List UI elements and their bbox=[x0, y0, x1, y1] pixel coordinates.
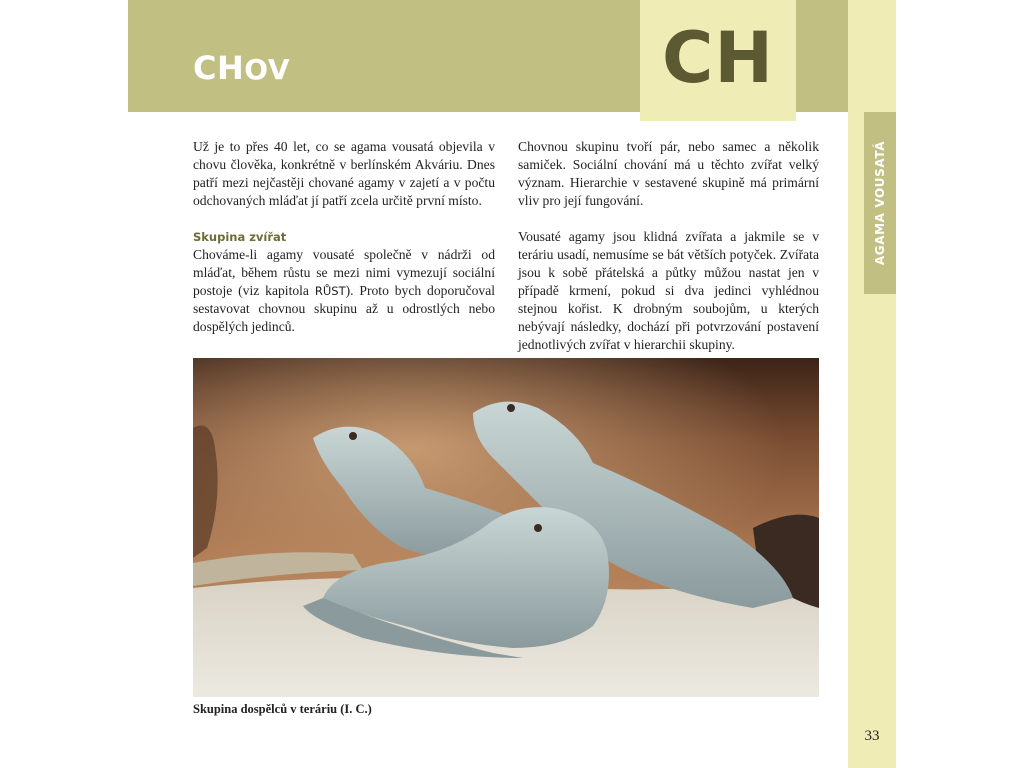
side-tab-label: AGAMA VOUSATÁ bbox=[873, 140, 888, 266]
right-column bbox=[518, 138, 819, 372]
title-lower: OV bbox=[244, 53, 290, 86]
photo-caption: Skupina dospělců v teráriu (I. C.) bbox=[193, 702, 372, 716]
left-column bbox=[193, 138, 495, 354]
right-paragraph-1: Chovnou skupinu tvoří pár, nebo samec a několik samiček. Sociální chování má u těchto zvířat velký význam. Hierarchie v sestavené skupině má primární vliv pro její fungování. bbox=[518, 139, 819, 208]
right-paragraph-2: Vousaté agamy jsou klidná zvířata a jakmile se v teráriu usadí, nemusíme se bát větších potyček. Zvířata jsou k sobě přátelská a půtky můžou nastat jen v případě krmení, pokud si dva jedinci vyhlédnou stejnou kořist. K drobným soubojům, u kterých nebývají následky, dochází při potvrzování postavení jednotlivých zvířat v hierarchii skupiny. bbox=[518, 229, 819, 352]
group-text-start: Chováme-li agamy vousaté společně v nádrži od mláďat, během růstu se mezi nimi vymezují sociální postoje (viz kapitola bbox=[193, 247, 495, 298]
chapter-reference: RŮST bbox=[314, 284, 346, 298]
group-text-end: ). Proto bych doporučoval sestavovat chovnou skupinu až u odrostlých nebo dospělých jedinců. bbox=[193, 283, 496, 334]
lizard-photo bbox=[193, 358, 819, 697]
chapter-letter: CH bbox=[662, 16, 774, 99]
title-upper: CH bbox=[193, 49, 245, 87]
group-paragraph bbox=[193, 246, 495, 336]
side-tab bbox=[864, 112, 896, 294]
page-number: 33 bbox=[864, 728, 880, 744]
intro-paragraph: Už je to přes 40 let, co se agama vousatá objevila v chovu člověka, konkrétně v berlínském Akváriu. Dnes patří mezi nejčastěji chované agamy v zajetí a v počtu odchovaných mláďat jí patří zcela určitě první místo. bbox=[193, 139, 495, 208]
chapter-letter-box bbox=[640, 0, 796, 121]
section-subheading: Skupina zvířat bbox=[193, 230, 287, 244]
page-title bbox=[193, 48, 290, 90]
